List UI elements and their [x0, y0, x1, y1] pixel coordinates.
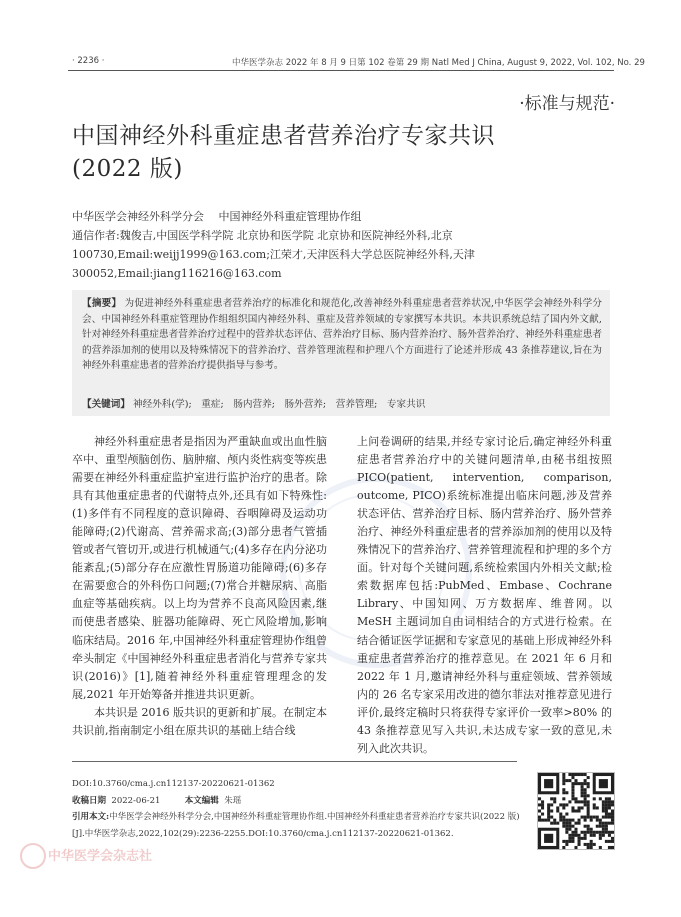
citation	[72, 809, 522, 842]
title-line-2: (2022 版)	[72, 156, 183, 182]
keywords-label: 【关键词】	[82, 399, 130, 410]
editor-label: 本文编辑	[184, 795, 219, 806]
corresponding-author-1: 通信作者:魏俊吉,中国医学科学院 北京协和医学院 北京协和医院神经外科,北京	[72, 229, 453, 242]
body-column-left	[72, 433, 327, 740]
article-title	[72, 120, 495, 186]
corresponding-author-3: 300052,Email:jiang116216@163.com	[72, 267, 282, 280]
received-label: 收稿日期	[72, 795, 107, 806]
header-rule	[68, 70, 614, 71]
page-number: · 2236 ·	[72, 56, 105, 66]
abstract-label: 【摘要】	[82, 298, 122, 309]
author-groups: 中华医学会神经外科学分会 中国神经外科重症管理协作组	[72, 210, 362, 223]
keywords-text: 神经外科(学); 重症; 肠内营养; 肠外营养; 营养管理; 专家共识	[133, 399, 426, 410]
author-block	[72, 207, 612, 283]
citation-text: 中华医学会神经外科学分会,中国神经外科重症管理协作组.中国神经外科重症患者营养治疗专家共识(2022 版)[J].中华医学杂志,2022,102(29):2236-2255.DOI:10.3760/cma.j.cn112137-20220621-01362.	[72, 812, 520, 839]
body-paragraph: 神经外科重症患者是指因为严重缺血或出血性脑卒中、重型颅脑创伤、脑肿瘤、颅内炎性病变等疾患需要在神经外科重症监护室进行监护治疗的患者。除具有其他重症患者的代谢特点外,还具有如下特殊性:(1)多伴有不同程度的意识障碍、吞咽障碍及运动功能障碍;(2)代谢高、营养需求高;(3)部分患者气管插管或者气管切开,或进行机械通气;(4)多存在内分泌功能紊乱;(5)部分存在应激性胃肠道功能障碍;(6)多存在需要愈合的外科伤口问题;(7)常合并糖尿病、高脂血症等基础疾病。以上均为营养不良高风险因素,继而使患者感染、脏器功能障碍、死亡风险增加,影响临床结局。2016 年,中国神经外科重症管理协作组曾牵头制定《中国神经外科重症患者消化与营养专家共识(2016)》[1],随着神经外科重症管理理念的发展,2021 年开始筹备并推进共识更新。	[72, 435, 327, 701]
footer-rule	[72, 761, 517, 762]
title-line-1: 中国神经外科重症患者营养治疗专家共识	[72, 123, 495, 149]
citation-label: 引用本文:	[72, 812, 110, 822]
abstract-text: 为促进神经外科重症患者营养治疗的标准化和规范化,改善神经外科重症患者营养状况,中华医学会神经外科学分会、中国神经外科重症管理协作组组织国内神经外科、重症及营养领域的专家撰写本共识。本共识系统总结了国内外文献,针对神经外科重症患者营养治疗过程中的营养状态评估、营养治疗目标、肠内营养治疗、肠外营养治疗、神经外科重症患者的营养添加剂的使用以及特殊情况下的营养治疗、营养管理流程和护理八个方面进行了论述并形成 43 条推荐建议,旨在为神经外科重症患者的营养治疗提供指导与参考。	[82, 298, 602, 372]
qr-code-graphic	[538, 773, 614, 849]
body-paragraph: 本共识是 2016 版共识的更新和扩展。在制定本共识前,指南制定小组在原共识的基础上结合线	[72, 705, 327, 737]
journal-header: 中华医学杂志 2022 年 8 月 9 日第 102 卷第 29 期 Natl Med J China, August 9, 2022, Vol. 102, No. 29	[232, 58, 645, 68]
body-column-right	[357, 433, 612, 758]
corresponding-author-2: 100730,Email:weijj1999@163.com;江荣才,天津医科大学总医院神经外科,天津	[72, 248, 475, 261]
doi: DOI:10.3760/cma.j.cn112137-20220621-01362	[72, 779, 275, 789]
received-date: 2022-06-21	[111, 795, 161, 806]
body-paragraph: 上问卷调研的结果,并经专家讨论后,确定神经外科重症患者营养治疗中的关键问题清单,由秘书组按照 PICO(patient, intervention, comparison, outcome, PICO)系统标准提出临床问题,涉及营养状态评估、营养治疗目标、肠内营养治疗、肠外营养治疗、神经外科重症患者的营养添加剂的使用以及特殊情况下的营养治疗、营养管理流程和护理的多个方面。针对每个关键问题,系统检索国内外相关文献;检索数据库包括:PubMed、Embase、Cochrane Library、中国知网、万方数据库、维普网。以 MeSH 主题词加自由词相结合的方式进行检索。在结合循证医学证据和专家意见的基础上形成神经外科重症患者营养治疗的推荐意见。在 2021 年 6 月和 2022 年 1 月,邀请神经外科与重症领域、营养领域内的 26 名专家采用改进的德尔菲法对推荐意见进行评价,最终定稿时只将获得专家评价一致率>80% 的 43 条推荐意见写入共识,未达成专家一致的意见,未列入此次共识。	[357, 435, 612, 755]
qr-code	[537, 772, 615, 850]
editor-name: 朱瑶	[224, 795, 242, 806]
section-label: ·标准与规范·	[519, 94, 615, 114]
abstract	[82, 296, 602, 374]
footnote-block	[72, 776, 617, 842]
received-line	[72, 793, 617, 810]
keywords	[82, 396, 602, 410]
publisher-logo-icon	[20, 843, 46, 869]
publisher-logo: 中华医学会杂志社	[48, 849, 153, 864]
